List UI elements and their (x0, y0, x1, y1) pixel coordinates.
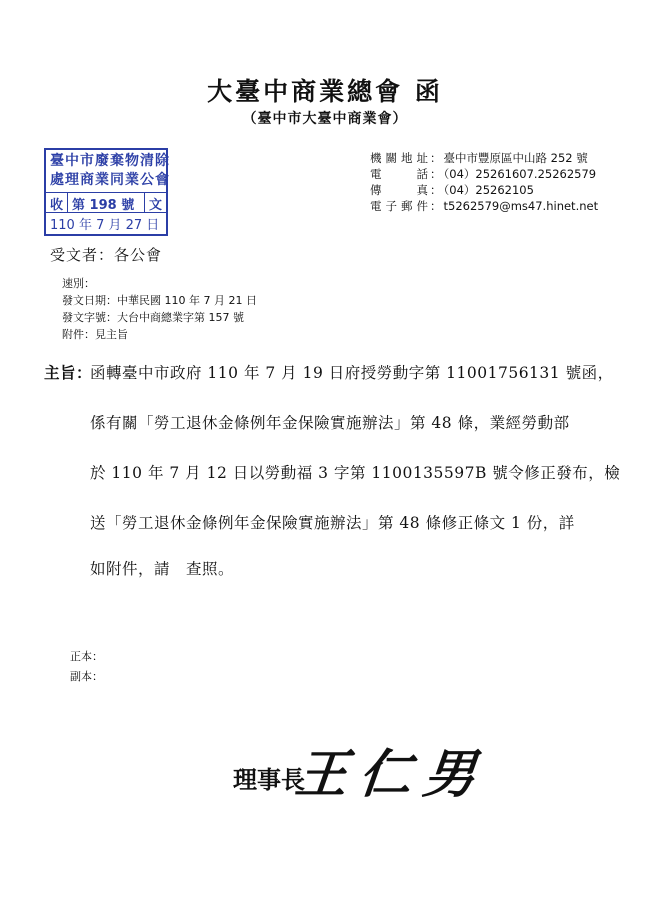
stamp-recv-label: 收 (50, 198, 64, 213)
phone-label: 電 話 (370, 167, 428, 181)
cc-main: 正本： (70, 650, 103, 663)
stamp-org-line2: 處理商業同業公會 (50, 172, 170, 188)
meta-date: 發文日期：中華民國 110 年 7 月 21 日 (62, 294, 257, 307)
contact-phone: 電 話 ： （04）25261607.25262579 (370, 167, 597, 181)
stamp-recv-doc: 文 (149, 198, 163, 213)
stamp-organization (50, 152, 170, 190)
signature-name: 王仁男 (292, 744, 491, 805)
received-stamp (44, 148, 168, 236)
subject-line: 係有關「勞工退休金條例年金保險實施辦法」第 48 條，業經勞動部 (90, 414, 570, 432)
address-label: 機關地址 (370, 151, 428, 165)
subject-line: 送「勞工退休金條例年金保險實施辦法」第 48 條修正條文 1 份，詳 (90, 514, 575, 532)
document-subtitle: （臺中市大臺中商業會） (242, 111, 408, 127)
meta-attachment: 附件：見主旨 (62, 328, 128, 341)
signature-title: 理事長 (233, 765, 305, 794)
subject-line: 函轉臺中市政府 110 年 7 月 19 日府授勞動字第 11001756131 號函， (90, 364, 614, 382)
subject-line: 如附件，請 查照。 (90, 560, 235, 578)
stamp-recv-date: 110 年 7 月 27 日 (50, 218, 160, 233)
fax-value: （04）25262105 (443, 183, 534, 197)
subject-line: 於 110 年 7 月 12 日以勞動福 3 字第 1100135597B 號令修正發布，檢 (90, 464, 621, 482)
stamp-org-line1: 臺中市廢棄物清除 (50, 153, 170, 169)
stamp-recv-number: 第 198 號 (72, 198, 135, 213)
contact-address: 機關地址 ： 臺中市豐原區中山路 252 號 (370, 151, 588, 165)
meta-speed: 速別： (62, 277, 95, 290)
cc-sub: 副本： (70, 670, 103, 683)
email-label: 電子郵件 (370, 199, 428, 213)
phone-value: （04）25261607.25262579 (443, 167, 597, 181)
document-title: 大臺中商業總會 函 (207, 77, 443, 106)
email-value: t5262579@ms47.hinet.net (443, 199, 599, 213)
recipient: 受文者：各公會 (50, 246, 163, 264)
subject-label: 主旨： (44, 363, 93, 382)
address-value: 臺中市豐原區中山路 252 號 (443, 151, 588, 165)
meta-number: 發文字號：大台中商總業字第 157 號 (62, 311, 244, 324)
contact-fax: 傳 真 ： （04）25262105 (370, 183, 534, 197)
contact-email: 電子郵件 ： t5262579@ms47.hinet.net (370, 199, 599, 213)
fax-label: 傳 真 (370, 183, 428, 197)
stamp-receipt-row (46, 192, 166, 213)
